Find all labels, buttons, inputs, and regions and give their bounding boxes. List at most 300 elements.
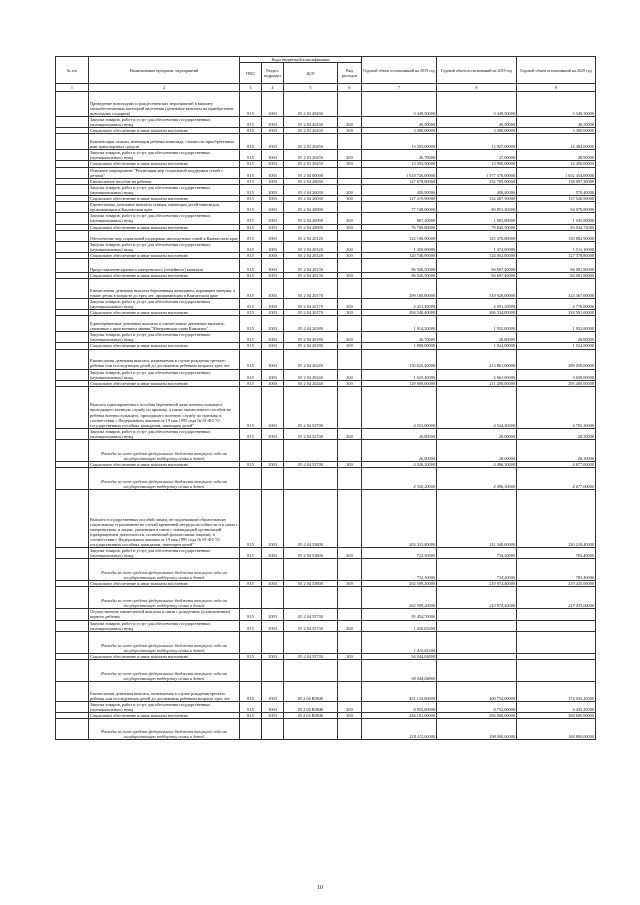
row-value-2020 bbox=[437, 609, 517, 620]
row-csr: 05 2 04 20120 bbox=[284, 252, 338, 258]
row-section: 1003 bbox=[262, 150, 284, 161]
row-value-2021: 49,50000 bbox=[517, 117, 596, 128]
row-value-2019: 77 748,00000 bbox=[362, 202, 437, 213]
row-grbs: 815 bbox=[240, 298, 262, 309]
header-2020: Годовой объем ассигнований на 2019 год bbox=[437, 57, 517, 84]
row-value-2019: 299 160,80000 bbox=[362, 278, 437, 298]
note-row bbox=[56, 631, 596, 653]
table-row bbox=[56, 681, 596, 701]
row-name: Социальное обеспечение и иные выплаты населению bbox=[89, 272, 240, 278]
row-csr: 05 2 04 20240 bbox=[284, 380, 338, 386]
row-section: 1003 bbox=[262, 316, 284, 332]
row-number bbox=[56, 241, 89, 252]
row-vr: 300 bbox=[338, 343, 362, 349]
row-section bbox=[262, 659, 284, 681]
table-row bbox=[56, 117, 596, 128]
row-name: Основное мероприятие "Реализация мер социальной поддержки семей с детьми" bbox=[89, 167, 240, 178]
row-grbs: 815 bbox=[240, 150, 262, 161]
row-section: 1003 bbox=[262, 581, 284, 587]
row-vr: 300 bbox=[338, 581, 362, 587]
row-number bbox=[56, 587, 89, 609]
row-value-2021: 1 952,80000 bbox=[517, 316, 596, 332]
row-value-2020: 28,00000 bbox=[437, 440, 517, 462]
row-value-2019: 26,80000 bbox=[362, 440, 437, 462]
column-number: 8 bbox=[437, 84, 517, 92]
row-grbs: 815 bbox=[240, 92, 262, 117]
row-csr: 05 2 04 53800 bbox=[284, 548, 338, 559]
row-name: Закупка товаров, работ и услуг для обеспечения государственных (муниципальных) нужд bbox=[89, 548, 240, 559]
row-name: Социальное обеспечение и иные выплаты населению bbox=[89, 224, 240, 230]
row-grbs: 815 bbox=[240, 653, 262, 659]
row-number bbox=[56, 559, 89, 581]
row-value-2020: 13 900,00000 bbox=[437, 161, 517, 167]
header-codes-group: Коды бюджетной классификации bbox=[240, 57, 362, 63]
row-name: Расходы за счет средств федерального бюджета текущего года на государственную поддержку семьи и детей bbox=[89, 559, 240, 581]
row-section: 1003 bbox=[262, 241, 284, 252]
row-value-2020: 84 697,40000 bbox=[437, 272, 517, 278]
row-value-2020: 132 287,50000 bbox=[437, 196, 517, 202]
row-vr bbox=[338, 230, 362, 241]
row-value-2020: 306 334,80000 bbox=[437, 310, 517, 316]
column-number: 6 bbox=[338, 84, 362, 92]
row-value-2020: 4 752,00000 bbox=[437, 701, 517, 712]
row-name: Социальное обеспечение и иные выплаты населению bbox=[89, 128, 240, 134]
row-vr bbox=[338, 202, 362, 213]
row-section bbox=[262, 587, 284, 609]
row-grbs: 815 bbox=[240, 609, 262, 620]
column-number: 1 bbox=[56, 84, 89, 92]
row-section: 1003 bbox=[262, 272, 284, 278]
row-vr bbox=[338, 278, 362, 298]
row-value-2020: 27,00000 bbox=[437, 150, 517, 161]
row-name: Проведение новогодних и рождественских мероприятий в выплату малообеспеченных категорий населения (денежные выплаты на приобретение новогодних подарков) bbox=[89, 92, 240, 117]
row-grbs bbox=[240, 468, 262, 490]
row-grbs: 815 bbox=[240, 213, 262, 224]
row-csr: 05 2 03 20430 bbox=[284, 92, 338, 117]
row-section bbox=[262, 719, 284, 740]
row-vr bbox=[338, 92, 362, 117]
row-vr: 300 bbox=[338, 161, 362, 167]
row-section: 1003 bbox=[262, 428, 284, 439]
row-value-2019: 94 044,04800 bbox=[362, 653, 437, 659]
row-section: 1003 bbox=[262, 548, 284, 559]
row-value-2019: 218 112,00000 bbox=[362, 719, 437, 740]
note-row bbox=[56, 719, 596, 740]
table-row bbox=[56, 298, 596, 309]
row-grbs: 815 bbox=[240, 178, 262, 184]
row-vr: 200 bbox=[338, 117, 362, 128]
row-value-2020 bbox=[437, 620, 517, 631]
row-grbs: 815 bbox=[240, 490, 262, 548]
row-name: Расходы за счет средств федерального бюджета текущего года на государственную поддержку семьи и детей bbox=[89, 719, 240, 740]
row-csr: 05 2 04 20030 bbox=[284, 178, 338, 184]
row-grbs: 815 bbox=[240, 117, 262, 128]
row-csr: 05 2 04 20180 bbox=[284, 343, 338, 349]
column-number: 3 bbox=[240, 84, 262, 92]
row-section: 1003 bbox=[262, 349, 284, 369]
row-grbs: 815 bbox=[240, 278, 262, 298]
row-csr: 05 2 04 53800 bbox=[284, 490, 338, 548]
header-vr: Вид расходов bbox=[338, 63, 362, 84]
row-number bbox=[56, 631, 89, 653]
row-grbs: 815 bbox=[240, 462, 262, 468]
row-vr: 300 bbox=[338, 380, 362, 386]
row-section: 1003 bbox=[262, 202, 284, 213]
table-row bbox=[56, 701, 596, 712]
row-csr: 05 2 04 55730 bbox=[284, 620, 338, 631]
row-number bbox=[56, 167, 89, 178]
row-section: 1003 bbox=[262, 230, 284, 241]
row-csr: 05 2 04 20030 bbox=[284, 184, 338, 195]
row-number bbox=[56, 349, 89, 369]
row-value-2020: 400 752,00000 bbox=[437, 681, 517, 701]
row-value-2019: 451 134,80000 bbox=[362, 681, 437, 701]
row-value-2019: 49,50000 bbox=[362, 117, 437, 128]
row-vr: 200 bbox=[338, 213, 362, 224]
row-number bbox=[56, 386, 89, 428]
row-vr bbox=[338, 349, 362, 369]
row-name: Закупка товаров, работ и услуг для обеспечения государственных (муниципальных) нужд bbox=[89, 620, 240, 631]
row-value-2019: 3 300,00000 bbox=[362, 128, 437, 134]
row-value-2019: 76 780,80000 bbox=[362, 224, 437, 230]
table-row bbox=[56, 167, 596, 178]
row-value-2021: 14 484,00000 bbox=[517, 134, 596, 150]
row-csr bbox=[284, 659, 338, 681]
row-value-2021: 14 456,00000 bbox=[517, 161, 596, 167]
row-name: Социальное обеспечение и иные выплаты населению bbox=[89, 196, 240, 202]
row-value-2021: 318 591,00000 bbox=[517, 310, 596, 316]
row-grbs: 815 bbox=[240, 386, 262, 428]
table-row bbox=[56, 620, 596, 631]
row-vr: 300 bbox=[338, 653, 362, 659]
row-grbs: 815 bbox=[240, 380, 262, 386]
row-grbs: 815 bbox=[240, 681, 262, 701]
row-value-2021: 184 800,00000 bbox=[517, 719, 596, 740]
row-value-2020: 28,80000 bbox=[437, 332, 517, 343]
column-number: 4 bbox=[262, 84, 284, 92]
row-name: Ежемесячная денежная выплата беременным женщинам, кормящим матерям, а также детям в возрасте до трех лет, проживающим в Камчатском крае bbox=[89, 278, 240, 298]
row-vr bbox=[338, 468, 362, 490]
row-name: Социальное обеспечение и иные выплаты населению bbox=[89, 310, 240, 316]
row-csr: 05 2 04 20090 bbox=[284, 224, 338, 230]
column-number: 7 bbox=[362, 84, 437, 92]
row-vr: 300 bbox=[338, 462, 362, 468]
row-vr bbox=[338, 587, 362, 609]
row-value-2020: 211 200,00000 bbox=[437, 380, 517, 386]
row-value-2020: 3 300,00000 bbox=[437, 128, 517, 134]
row-value-2021: 4 677,00000 bbox=[517, 468, 596, 490]
row-value-2019: 967,20000 bbox=[362, 213, 437, 224]
row-name: Социальное обеспечение и иные выплаты населению bbox=[89, 462, 240, 468]
row-value-2019: 1 410,65200 bbox=[362, 620, 437, 631]
row-grbs: 815 bbox=[240, 428, 262, 439]
row-name: Расходы за счет средств федерального бюджета текущего года на государственную поддержку семьи и детей bbox=[89, 631, 240, 653]
row-value-2020: 213 861,00000 bbox=[437, 349, 517, 369]
row-number bbox=[56, 719, 89, 740]
row-value-2020: 4 591,20000 bbox=[437, 298, 517, 309]
row-value-2020: 28,00000 bbox=[437, 428, 517, 439]
row-value-2020: 1 005,80000 bbox=[437, 213, 517, 224]
row-vr: 300 bbox=[338, 224, 362, 230]
row-csr: 05 2 03 20450 bbox=[284, 134, 338, 150]
row-vr: 200 bbox=[338, 332, 362, 343]
row-value-2021: 369 600,00000 bbox=[517, 713, 596, 719]
row-value-2021: 127 378,80000 bbox=[517, 252, 596, 258]
row-grbs: 815 bbox=[240, 369, 262, 380]
row-vr: 300 bbox=[338, 128, 362, 134]
table-row bbox=[56, 184, 596, 195]
row-csr bbox=[284, 631, 338, 653]
row-csr bbox=[284, 587, 338, 609]
row-value-2021: 28,30000 bbox=[517, 440, 596, 462]
row-name: Ежемесячное пособие на ребенка bbox=[89, 178, 240, 184]
row-value-2021 bbox=[517, 609, 596, 620]
row-grbs: 815 bbox=[240, 272, 262, 278]
row-vr bbox=[338, 659, 362, 681]
row-grbs: 815 bbox=[240, 310, 262, 316]
row-number bbox=[56, 184, 89, 195]
row-value-2020: 734,20000 bbox=[437, 559, 517, 581]
row-vr bbox=[338, 631, 362, 653]
row-grbs: 815 bbox=[240, 620, 262, 631]
row-section: 1003 bbox=[262, 278, 284, 298]
table-body bbox=[56, 92, 596, 740]
row-value-2020: 2 661,00000 bbox=[437, 369, 517, 380]
row-section: 1003 bbox=[262, 128, 284, 134]
row-vr bbox=[338, 134, 362, 150]
row-grbs: 815 bbox=[240, 161, 262, 167]
row-value-2019: 446 181,00000 bbox=[362, 713, 437, 719]
row-name: Осуществление ежемесячной выплаты в связи с рождением (усыновлением) первого ребенка bbox=[89, 609, 240, 620]
row-value-2020: 4 496,30000 bbox=[437, 468, 517, 490]
row-value-2021: 1 511,10000 bbox=[517, 241, 596, 252]
row-value-2019: 1 450,00000 bbox=[362, 241, 437, 252]
row-csr: 05 2 04 20170 bbox=[284, 298, 338, 309]
row-vr: 200 bbox=[338, 620, 362, 631]
row-vr: 200 bbox=[338, 241, 362, 252]
row-section: 1003 bbox=[262, 343, 284, 349]
row-section: 1003 bbox=[262, 178, 284, 184]
row-csr: 05 2 04 R0840 bbox=[284, 681, 338, 701]
row-grbs: 815 bbox=[240, 241, 262, 252]
row-value-2020: 210 974,40000 bbox=[437, 581, 517, 587]
row-vr: 200 bbox=[338, 369, 362, 380]
row-section: 1003 bbox=[262, 134, 284, 150]
header-section: Раздел, подраздел bbox=[262, 63, 284, 84]
row-grbs: 815 bbox=[240, 316, 262, 332]
row-value-2021 bbox=[517, 620, 596, 631]
row-vr: 300 bbox=[338, 713, 362, 719]
row-name: Социальное обеспечение и иные выплаты населению bbox=[89, 713, 240, 719]
row-vr bbox=[338, 167, 362, 178]
row-grbs bbox=[240, 587, 262, 609]
row-number bbox=[56, 701, 89, 712]
row-value-2021: 4 677,00000 bbox=[517, 462, 596, 468]
row-value-2020: 80 851,30000 bbox=[437, 202, 517, 213]
table-row bbox=[56, 241, 596, 252]
row-value-2021: 295 400,00000 bbox=[517, 380, 596, 386]
row-value-2019: 202 599,20000 bbox=[362, 581, 437, 587]
row-value-2021: 4 435,20000 bbox=[517, 701, 596, 712]
row-csr: 05 2 04 20240 bbox=[284, 369, 338, 380]
table-row bbox=[56, 332, 596, 343]
row-grbs: 815 bbox=[240, 713, 262, 719]
row-value-2021: 1 924,00000 bbox=[517, 343, 596, 349]
row-csr: 05 2 04 20170 bbox=[284, 310, 338, 316]
row-vr bbox=[338, 440, 362, 462]
row-name: Закупка товаров, работ и услуг для обеспечения государственных (муниципальных) нужд bbox=[89, 213, 240, 224]
row-grbs bbox=[240, 659, 262, 681]
row-value-2021: 783,40000 bbox=[517, 548, 596, 559]
row-grbs: 815 bbox=[240, 134, 262, 150]
row-csr: 05 2 04 20180 bbox=[284, 316, 338, 332]
row-value-2019: 26,70000 bbox=[362, 150, 437, 161]
row-name: Закупка товаров, работ и услуг для обеспечения государственных (муниципальных) нужд bbox=[89, 298, 240, 309]
row-csr: 05 2 04 20030 bbox=[284, 196, 338, 202]
row-section: 1003 bbox=[262, 713, 284, 719]
row-number bbox=[56, 620, 89, 631]
row-grbs: 815 bbox=[240, 343, 262, 349]
row-value-2021: 1 045,80000 bbox=[517, 213, 596, 224]
row-section: 1003 bbox=[262, 369, 284, 380]
row-section: 1003 bbox=[262, 332, 284, 343]
row-number bbox=[56, 230, 89, 241]
table-row bbox=[56, 316, 596, 332]
row-number bbox=[56, 440, 89, 462]
row-value-2021: 137 526,90000 bbox=[517, 196, 596, 202]
row-name: Закупка товаров, работ и услуг для обеспечения государственных (муниципальных) нужд bbox=[89, 184, 240, 195]
row-value-2019: 122 196,90000 bbox=[362, 230, 437, 241]
row-value-2021: 84 081,80000 bbox=[517, 272, 596, 278]
row-csr: 05 2 04 52700 bbox=[284, 428, 338, 439]
row-grbs: 815 bbox=[240, 548, 262, 559]
row-name: Закупка товаров, работ и услуг для обеспечения государственных (муниципальных) нужд bbox=[89, 369, 240, 380]
table-row bbox=[56, 548, 596, 559]
row-value-2019: 3 349,50000 bbox=[362, 92, 437, 117]
row-grbs: 815 bbox=[240, 224, 262, 230]
row-vr: 300 bbox=[338, 272, 362, 278]
row-grbs: 815 bbox=[240, 258, 262, 272]
row-vr: 200 bbox=[338, 298, 362, 309]
row-value-2020: 4 496,30000 bbox=[437, 462, 517, 468]
row-name: Закупка товаров, работ и услуг для обеспечения государственных (муниципальных) нужд bbox=[89, 241, 240, 252]
note-row bbox=[56, 587, 596, 609]
row-name: Ежемесячные денежные выплаты семьям, имеющим детей-инвалидов, проживающим в Камчатском крае bbox=[89, 202, 240, 213]
table-row bbox=[56, 134, 596, 150]
row-value-2019: 26,80000 bbox=[362, 428, 437, 439]
row-csr: 05 2 03 20450 bbox=[284, 161, 338, 167]
row-number bbox=[56, 134, 89, 150]
table-row bbox=[56, 369, 596, 380]
row-name: Компенсация семьям, имеющим ребенка-инвалида, стоимости приобретенных ими транспортных средств bbox=[89, 134, 240, 150]
row-value-2020: 125 476,80000 bbox=[437, 230, 517, 241]
row-number bbox=[56, 609, 89, 620]
row-section: 1003 bbox=[262, 258, 284, 272]
row-section: 1003 bbox=[262, 167, 284, 178]
row-value-2019: 4 353,00000 bbox=[362, 386, 437, 428]
row-name: Социальное обеспечение и иные выплаты населению bbox=[89, 581, 240, 587]
row-section: 1003 bbox=[262, 224, 284, 230]
row-vr bbox=[338, 490, 362, 548]
row-value-2020: 1 952,80000 bbox=[437, 316, 517, 332]
row-name: Закупка товаров, работ и услуг для обеспечения государственных (муниципальных) нужд bbox=[89, 701, 240, 712]
table-row bbox=[56, 258, 596, 272]
row-value-2019: 86 926,50000 bbox=[362, 272, 437, 278]
column-number: 2 bbox=[89, 84, 240, 92]
row-value-2021: 374 035,20000 bbox=[517, 681, 596, 701]
row-number bbox=[56, 92, 89, 117]
row-value-2019: 1 888,00000 bbox=[362, 343, 437, 349]
row-name: Предоставление краевого материнского (семейного) капитала bbox=[89, 258, 240, 272]
row-name: Социальное обеспечение и иные выплаты населению bbox=[89, 653, 240, 659]
row-value-2019: 294 548,40000 bbox=[362, 310, 437, 316]
row-name: Социальное обеспечение и иные выплаты населению bbox=[89, 161, 240, 167]
row-value-2020: 84 697,40000 bbox=[437, 258, 517, 272]
row-section bbox=[262, 631, 284, 653]
row-number bbox=[56, 202, 89, 213]
table-row bbox=[56, 490, 596, 548]
row-section: 1003 bbox=[262, 609, 284, 620]
row-grbs: 815 bbox=[240, 581, 262, 587]
row-value-2020 bbox=[437, 659, 517, 681]
row-number bbox=[56, 428, 89, 439]
table-row bbox=[56, 92, 596, 117]
row-number bbox=[56, 681, 89, 701]
page-number: 10 bbox=[317, 885, 323, 891]
row-value-2021: 4 705,30000 bbox=[517, 386, 596, 428]
row-csr: 05 2 04 20130 bbox=[284, 272, 338, 278]
row-grbs: 815 bbox=[240, 332, 262, 343]
row-name: Закупка товаров, работ и услуг для обеспечения государственных (муниципальных) нужд bbox=[89, 332, 240, 343]
row-name: Закупка товаров, работ и услуг для обеспечения государственных (муниципальных) нужд bbox=[89, 428, 240, 439]
note-row bbox=[56, 559, 596, 581]
row-value-2019: 4 413,40000 bbox=[362, 298, 437, 309]
row-vr bbox=[338, 719, 362, 740]
row-grbs: 815 bbox=[240, 349, 262, 369]
row-value-2021: 84 081,80000 bbox=[517, 258, 596, 272]
row-value-2020: 198 000,00000 bbox=[437, 719, 517, 740]
row-grbs: 815 bbox=[240, 184, 262, 195]
row-value-2019: 127 219,90000 bbox=[362, 196, 437, 202]
row-csr: 05 2 04 53800 bbox=[284, 581, 338, 587]
row-csr: 05 2 04 52700 bbox=[284, 386, 338, 428]
row-section: 1003 bbox=[262, 653, 284, 659]
row-value-2019: 1 914,20000 bbox=[362, 316, 437, 332]
row-grbs: 815 bbox=[240, 167, 262, 178]
row-value-2019: 202 599,20000 bbox=[362, 587, 437, 609]
row-value-2020: 3 349,50000 bbox=[437, 92, 517, 117]
row-value-2021: 323 367,00000 bbox=[517, 278, 596, 298]
row-vr bbox=[338, 386, 362, 428]
row-grbs: 815 bbox=[240, 252, 262, 258]
row-value-2021 bbox=[517, 631, 596, 653]
row-section: 1003 bbox=[262, 298, 284, 309]
row-grbs: 815 bbox=[240, 202, 262, 213]
row-value-2019: 86 926,50000 bbox=[362, 258, 437, 272]
row-grbs bbox=[240, 631, 262, 653]
row-number bbox=[56, 298, 89, 309]
row-csr: 05 2 04 20090 bbox=[284, 202, 338, 213]
row-grbs bbox=[240, 440, 262, 462]
row-number bbox=[56, 117, 89, 128]
row-number bbox=[56, 369, 89, 380]
row-csr: 05 2 04 R0840 bbox=[284, 713, 338, 719]
row-value-2020: 1 924,00000 bbox=[437, 343, 517, 349]
header-name: Наименование программ, мероприятий bbox=[89, 57, 240, 84]
column-number: 9 bbox=[517, 84, 596, 92]
row-value-2020: 498,40000 bbox=[437, 184, 517, 195]
row-value-2021: 83 034,72000 bbox=[517, 224, 596, 230]
